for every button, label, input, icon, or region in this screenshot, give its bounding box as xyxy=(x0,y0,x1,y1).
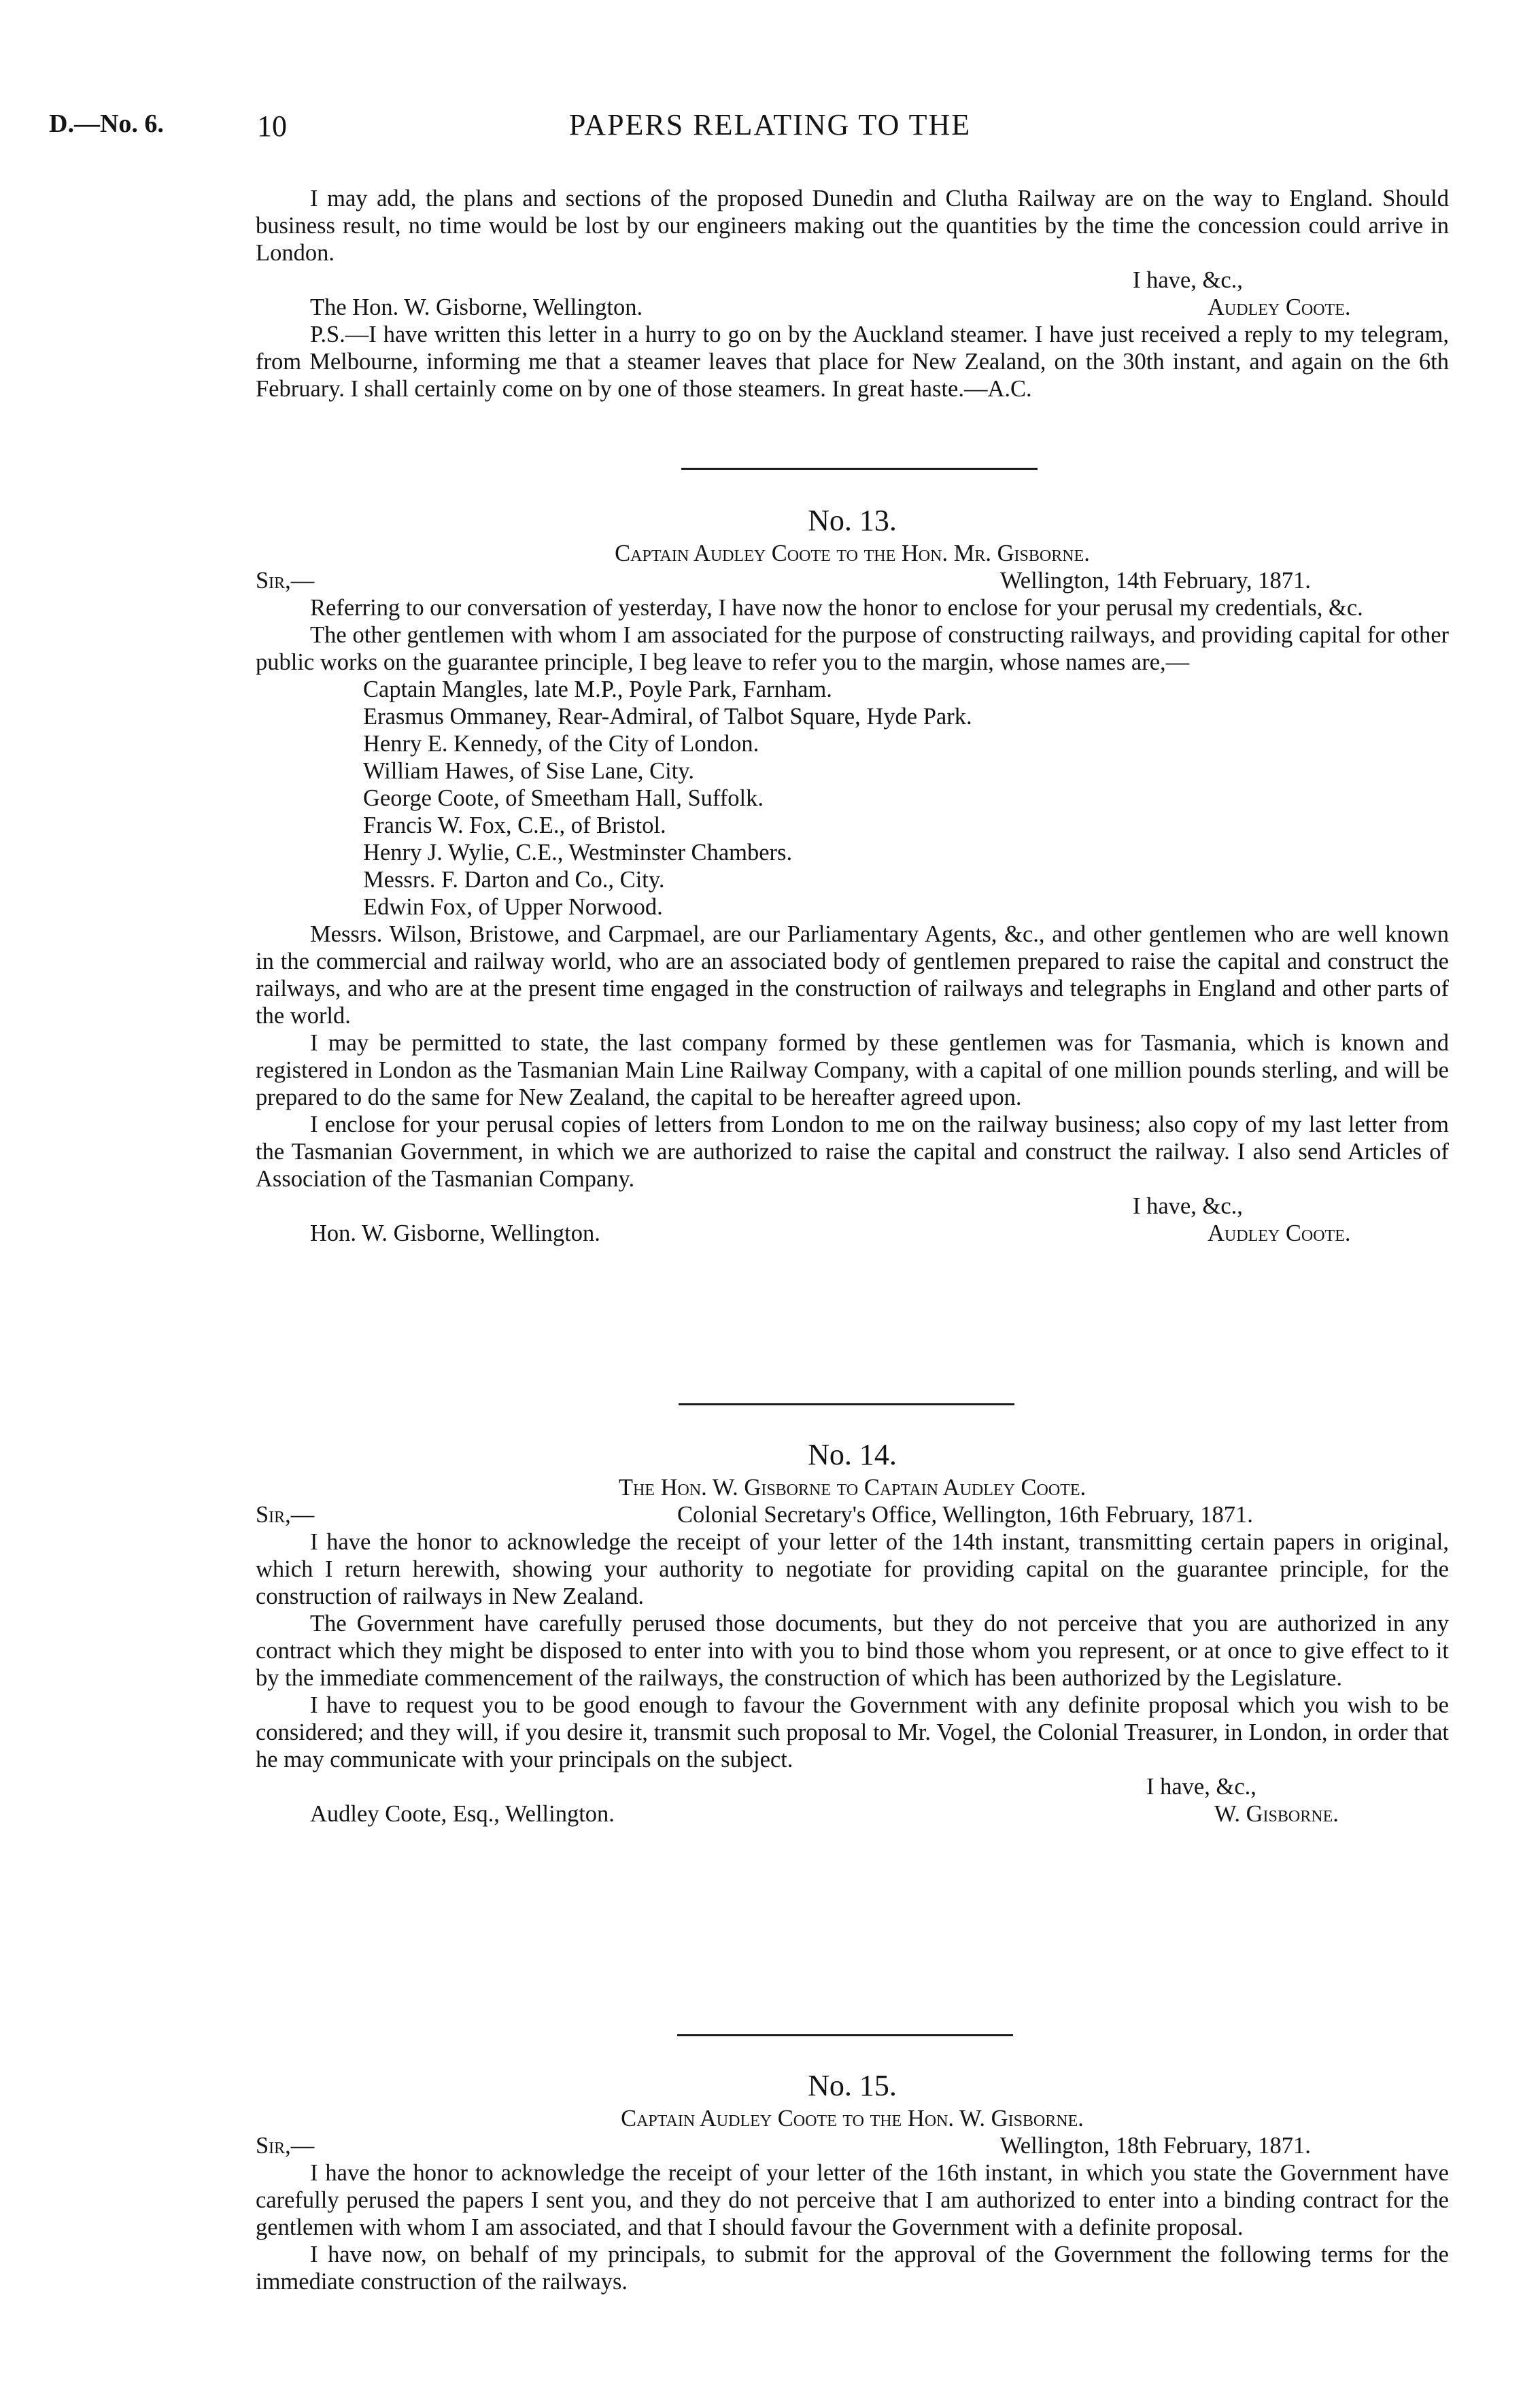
paragraph: Messrs. Wilson, Bristowe, and Carpmael, are our Parliamentary Agents, &c., and other gentlemen who are well known in the commercial and railway world, who are an associated body of gentlemen prepared to raise the capital and construct the railways, and who are at the present time engaged in the construction of railways and telegraphs in England and other parts of the world. xyxy=(256,921,1449,1029)
signature: Audley Coote. xyxy=(1208,294,1351,320)
closing: I have, &c., xyxy=(1133,1193,1243,1219)
letter-heading: No. 14. xyxy=(808,1438,897,1471)
page-header xyxy=(0,109,1540,150)
signature-row xyxy=(256,1800,1449,1828)
paragraph: The other gentlemen with whom I am associated for the purpose of constructing railways, and providing capital for other public works on the guarantee principle, I beg leave to refer you to the margin, whose names are,— xyxy=(256,622,1449,675)
letter-subheading: Captain Audley Coote to the Hon. W. Gisborne. xyxy=(621,2106,1084,2131)
closing: I have, &c., xyxy=(1133,267,1243,293)
list-item: Erasmus Ommaney, Rear-Admiral, of Talbot Square, Hyde Park. xyxy=(363,704,972,730)
page-number: 10 xyxy=(257,109,287,143)
list-item: Messrs. F. Darton and Co., City. xyxy=(363,867,665,893)
dateline: Wellington, 18th February, 1871. xyxy=(1000,2133,1311,2159)
letter-continuation xyxy=(256,185,1449,402)
paragraph: The Government have carefully perused those documents, but they do not perceive that you are authorized in any contract which they might be disposed to enter into with you to bind those whom you represent, or at once to give effect to it by the immediate commencement of the railways, the construction of which has been authorized by the Legislature. xyxy=(256,1611,1449,1691)
salutation-row xyxy=(256,2132,1449,2159)
addressee: The Hon. W. Gisborne, Wellington. xyxy=(310,294,643,320)
closing-row xyxy=(256,267,1449,294)
list-item: Henry J. Wylie, C.E., Westminster Chambers. xyxy=(363,840,793,865)
paragraph: I enclose for your perusal copies of letters from London to me on the railway business; also copy of my last letter from the Tasmanian Government, in which we are authorized to raise the capital and construct the railway. I also send Articles of Association of the Tasmanian Company. xyxy=(256,1112,1449,1192)
closing-row xyxy=(256,1193,1449,1220)
paragraph: I have now, on behalf of my principals, to submit for the approval of the Government the following terms for the immediate construction of the railways. xyxy=(256,2242,1449,2295)
salutation-row xyxy=(256,1501,1449,1528)
salutation-row xyxy=(256,567,1449,594)
signature-row xyxy=(256,1220,1449,1247)
postscript: P.S.—I have written this letter in a hurry to go on by the Auckland steamer. I have just received a reply to my telegram, from Melbourne, informing me that a steamer leaves that place for New Zealand, on the 30th instant, and again on the 6th February. I shall certainly come on by one of those steamers. In great haste.—A.C. xyxy=(256,322,1449,402)
addressee: Hon. W. Gisborne, Wellington. xyxy=(310,1220,600,1246)
list-item: Edwin Fox, of Upper Norwood. xyxy=(363,894,663,920)
paragraph: Referring to our conversation of yesterday, I have now the honor to enclose for your perusal my credentials, &c. xyxy=(310,595,1363,621)
paragraph: I may be permitted to state, the last company formed by these gentlemen was for Tasmania, which is known and registered in London as the Tasmanian Main Line Railway Company, with a capital of one million pounds sterling, and will be prepared to do the same for New Zealand, the capital to be hereafter agreed upon. xyxy=(256,1030,1449,1110)
list-item: William Hawes, of Sise Lane, City. xyxy=(363,758,694,784)
letter-heading: No. 15. xyxy=(808,2069,897,2102)
document-reference: D.—No. 6. xyxy=(49,109,164,138)
letter-no-15 xyxy=(256,2067,1449,2295)
paragraph: I have the honor to acknowledge the receipt of your letter of the 16th instant, in which you state the Government have carefully perused the papers I sent you, and they do not perceive that I am authorized to enter into a binding contract for the gentlemen with whom I am associated, and that I should favour the Government with a definite proposal. xyxy=(256,2160,1449,2240)
salutation: Sir,— xyxy=(256,568,315,594)
section-divider xyxy=(677,2034,1013,2036)
list-item: George Coote, of Smeetham Hall, Suffolk. xyxy=(363,785,764,811)
salutation: Sir,— xyxy=(256,1502,315,1528)
closing: I have, &c., xyxy=(1146,1774,1256,1800)
section-divider xyxy=(681,468,1038,470)
addressee: Audley Coote, Esq., Wellington. xyxy=(310,1801,615,1827)
letter-subheading: Captain Audley Coote to the Hon. Mr. Gisborne. xyxy=(615,541,1090,566)
letter-no-14 xyxy=(256,1436,1449,1828)
signature: Audley Coote. xyxy=(1208,1220,1351,1246)
closing-row xyxy=(256,1773,1449,1800)
signature-row xyxy=(256,294,1449,321)
section-divider xyxy=(679,1403,1014,1405)
signature: W. Gisborne. xyxy=(1214,1801,1339,1827)
letter-no-13 xyxy=(256,502,1449,1247)
paragraph: I may add, the plans and sections of the proposed Dunedin and Clutha Railway are on the way to England. Should business result, no time would be lost by our engineers making out the quantities by the time the concession could arrive in London. xyxy=(256,186,1449,266)
dateline: Wellington, 14th February, 1871. xyxy=(1000,568,1311,594)
letter-heading: No. 13. xyxy=(808,504,897,537)
running-title: PAPERS RELATING TO THE xyxy=(568,108,972,141)
associates-list xyxy=(256,676,1449,921)
letter-subheading: The Hon. W. Gisborne to Captain Audley Coote. xyxy=(618,1475,1086,1501)
list-item: Captain Mangles, late M.P., Poyle Park, Farnham. xyxy=(363,676,832,702)
list-item: Henry E. Kennedy, of the City of London. xyxy=(363,731,759,757)
list-item: Francis W. Fox, C.E., of Bristol. xyxy=(363,812,666,838)
paragraph: I have to request you to be good enough to favour the Government with any definite proposal which you wish to be considered; and they will, if you desire it, transmit such proposal to Mr. Vogel, the Colonial Treasurer, in London, in order that he may communicate with your principals on the subject. xyxy=(256,1692,1449,1772)
salutation: Sir,— xyxy=(256,2133,315,2159)
paragraph: I have the honor to acknowledge the receipt of your letter of the 14th instant, transmitting certain papers in original, which I return herewith, showing your authority to negotiate for providing capital on the guarantee principle, for the construction of railways in New Zealand. xyxy=(256,1529,1449,1609)
dateline: Colonial Secretary's Office, Wellington, 16th February, 1871. xyxy=(677,1502,1253,1528)
